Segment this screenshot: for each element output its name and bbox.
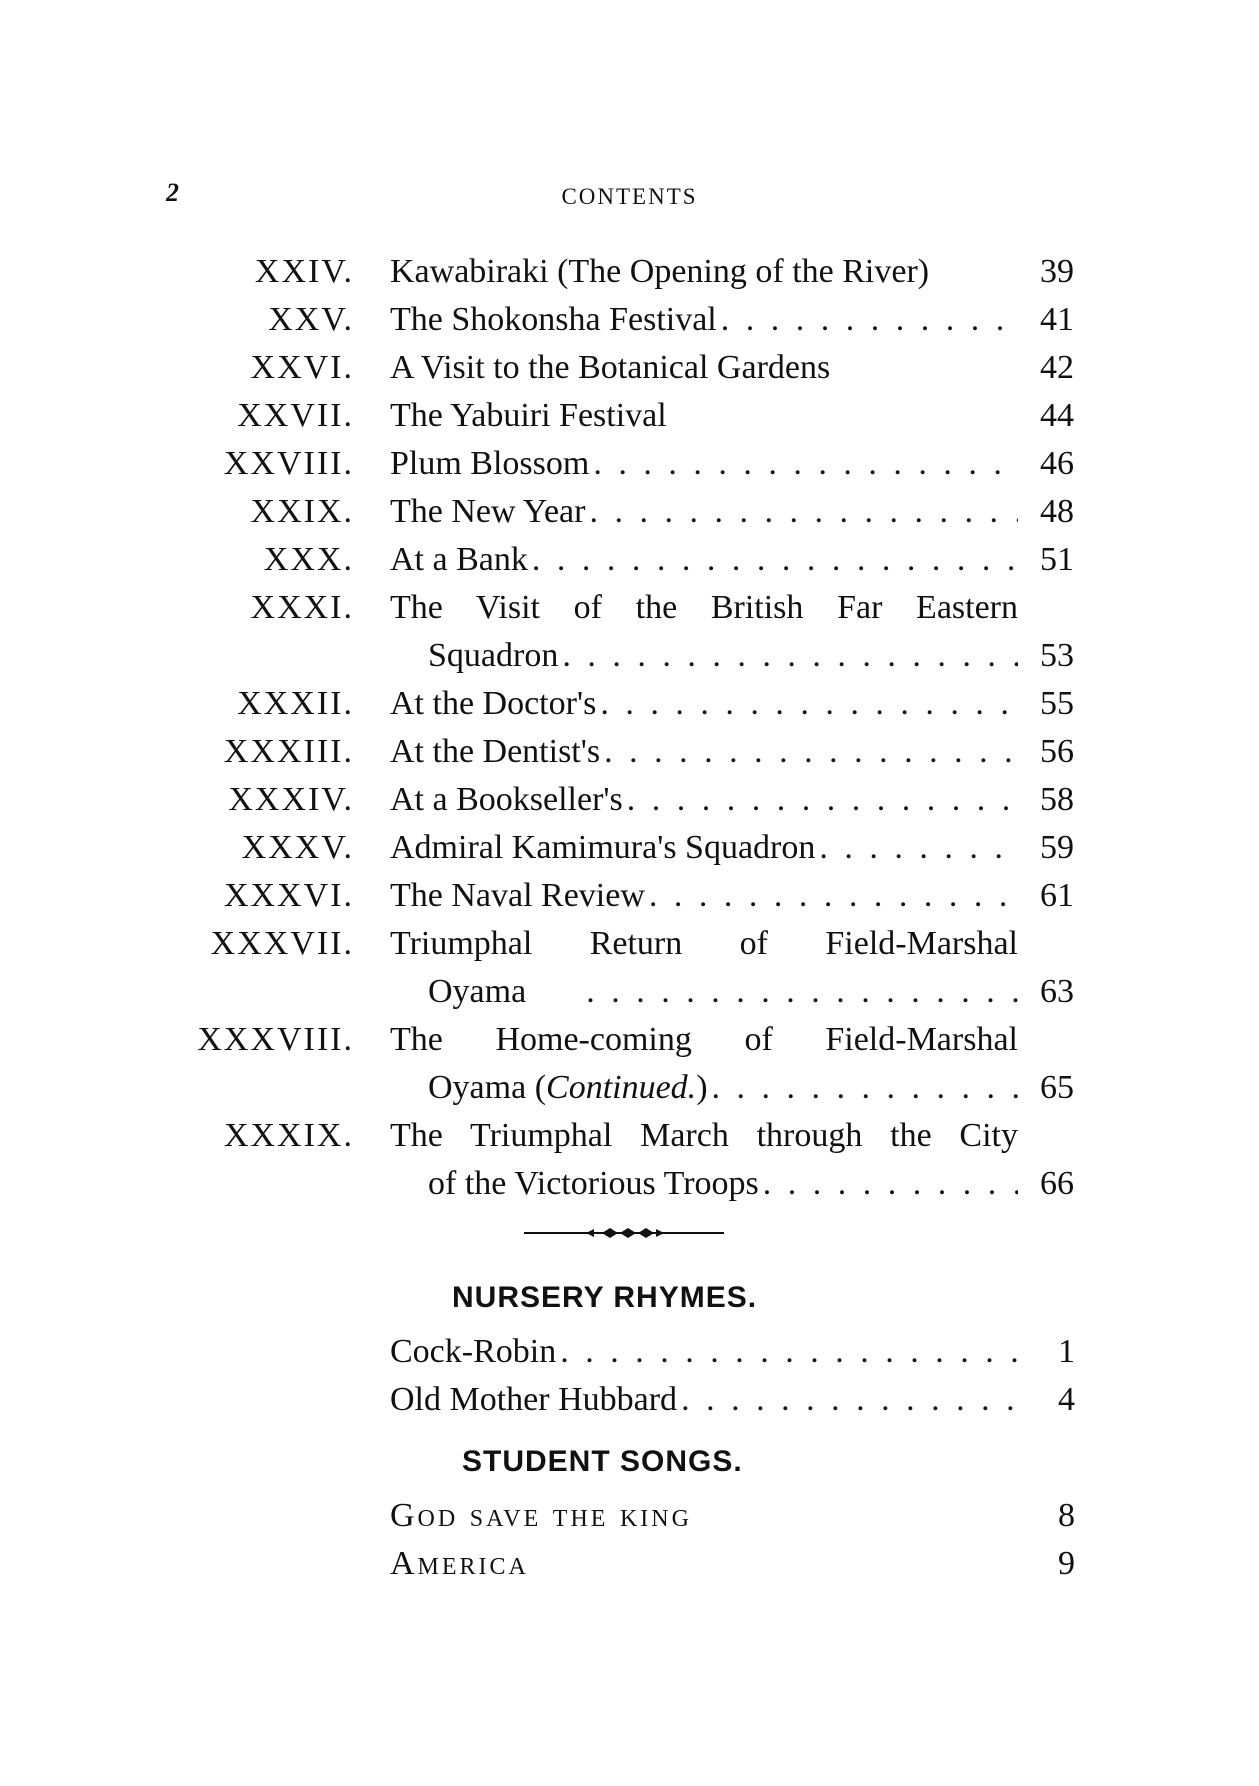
chapter-numeral: XXVII. — [237, 397, 354, 434]
running-head: CONTENTS — [561, 184, 698, 209]
chapter-title: Plum Blossom . . . — [390, 440, 1018, 488]
chapter-title: At a Bank . . . — [390, 536, 1018, 584]
page-ref: 48 — [1040, 493, 1074, 530]
chapter-numeral: XXXVI. — [223, 877, 354, 914]
dot-leader — [717, 296, 1018, 344]
toc-entry — [0, 920, 1259, 968]
song-title: America — [390, 1545, 529, 1582]
chapter-numeral: XXVIII. — [223, 445, 354, 482]
chapter-title-continued: Oyama (Continued.) . . . — [428, 1064, 1018, 1112]
chapter-numeral: XXXI. — [250, 589, 354, 626]
ornamental-divider — [0, 1208, 1259, 1268]
page-ref: 63 — [1040, 973, 1074, 1010]
chapter-title: The Yabuiri Festival — [390, 397, 667, 434]
page-ref: 65 — [1040, 1069, 1074, 1106]
chapter-title: The Home-coming of Field-Marshal — [390, 1021, 1018, 1058]
page-ref: 44 — [1040, 397, 1074, 434]
page-number: 2 — [166, 178, 179, 207]
song-title: God save the king — [390, 1497, 692, 1534]
chapter-numeral: XXXIX. — [223, 1117, 354, 1154]
toc-entry-continuation — [0, 1160, 1259, 1208]
page-ref: 55 — [1040, 685, 1074, 722]
toc-entry — [0, 728, 1259, 776]
page-ref: 39 — [1040, 253, 1074, 290]
page-ref: 59 — [1040, 829, 1074, 866]
toc-entry — [0, 776, 1259, 824]
chapter-title: At the Dentist's . . . — [390, 728, 1018, 776]
dot-leader — [623, 776, 1018, 824]
toc-entry — [0, 536, 1259, 584]
page-ref: 66 — [1040, 1165, 1074, 1202]
toc-entry — [0, 344, 1259, 392]
toc-entry — [0, 584, 1259, 632]
page-ref: 53 — [1040, 637, 1074, 674]
chapter-title: At the Doctor's . . . — [390, 680, 1018, 728]
toc-entry — [0, 1540, 1259, 1588]
page-ref: 56 — [1040, 733, 1074, 770]
chapter-numeral: XXX. — [263, 541, 354, 578]
chapter-numeral: XXXIV. — [228, 781, 354, 818]
page-ref: 46 — [1040, 445, 1074, 482]
chapter-numeral: XXXII. — [237, 685, 354, 722]
chapter-numeral: XXIV. — [254, 253, 354, 290]
page-ref: 1 — [1058, 1333, 1075, 1370]
chapter-title: Triumphal Return of Field-Marshal — [390, 925, 1018, 962]
chapter-numeral: XXIX. — [250, 493, 354, 530]
toc-entry — [0, 440, 1259, 488]
page-ref: 61 — [1040, 877, 1074, 914]
toc-entry — [0, 1112, 1259, 1160]
dot-leader — [708, 1064, 1018, 1112]
page-ref: 9 — [1058, 1545, 1075, 1582]
toc-entry-continuation — [0, 1064, 1259, 1112]
toc-entry-continuation — [0, 968, 1259, 1016]
chapter-numeral: XXVI. — [250, 349, 354, 386]
chapter-title: The Visit of the British Far Eastern — [390, 589, 1018, 626]
dot-leader — [589, 440, 1018, 488]
dot-leader — [556, 1328, 1018, 1376]
chapter-title: The New Year . . . — [390, 488, 1018, 536]
chapter-numeral: XXXVII. — [210, 925, 354, 962]
dot-leader — [645, 872, 1018, 920]
toc-entry — [0, 680, 1259, 728]
dot-leader — [526, 968, 1018, 1016]
dot-leader — [596, 680, 1018, 728]
toc-entry-continuation — [0, 632, 1259, 680]
toc-entry — [0, 1328, 1259, 1376]
toc-entry — [0, 1376, 1259, 1424]
page-ref: 58 — [1040, 781, 1074, 818]
chapter-title: The Shokonsha Festival . . . — [390, 296, 1018, 344]
dot-leader — [600, 728, 1018, 776]
italic-note: Continued. — [546, 1069, 697, 1106]
chapter-numeral: XXXV. — [241, 829, 354, 866]
chapter-title: Kawabiraki (The Opening of the River) — [390, 253, 930, 290]
ornament-icon — [524, 1226, 724, 1240]
toc-entry — [0, 296, 1259, 344]
chapter-title-continued: Squadron . . . — [428, 632, 1018, 680]
table-of-contents — [0, 248, 1259, 1588]
chapter-numeral: XXV. — [268, 301, 354, 338]
toc-entry — [0, 824, 1259, 872]
chapter-numeral: XXXVIII. — [197, 1021, 354, 1058]
dot-leader — [759, 1160, 1018, 1208]
chapter-title: At a Bookseller's . . . — [390, 776, 1018, 824]
page-ref: 41 — [1040, 301, 1074, 338]
page-ref: 4 — [1058, 1381, 1075, 1418]
chapter-title-continued: of the Victorious Troops . . . — [428, 1160, 1018, 1208]
chapter-title-continued: Oyama . . . — [428, 968, 1018, 1016]
toc-entry — [0, 1492, 1259, 1540]
dot-leader — [558, 632, 1018, 680]
toc-entry — [0, 488, 1259, 536]
dot-leader — [528, 536, 1018, 584]
toc-entry — [0, 248, 1259, 296]
page-ref: 42 — [1040, 349, 1074, 386]
chapter-title: The Naval Review . . . — [390, 872, 1018, 920]
section-heading-nursery-rhymes: NURSERY RHYMES. — [452, 1281, 758, 1314]
dot-leader — [677, 1376, 1018, 1424]
rhyme-title: Cock-Robin . . . — [390, 1328, 1018, 1376]
dot-leader — [815, 824, 1018, 872]
toc-entry — [0, 392, 1259, 440]
page-ref: 51 — [1040, 541, 1074, 578]
dot-leader — [585, 488, 1018, 536]
chapter-title: A Visit to the Botanical Gardens — [390, 349, 831, 386]
chapter-title: Admiral Kamimura's Squadron . . . — [390, 824, 1018, 872]
chapter-title: The Triumphal March through the City — [390, 1117, 1018, 1154]
rhyme-title: Old Mother Hubbard . . . — [390, 1376, 1018, 1424]
page-ref: 8 — [1058, 1497, 1075, 1534]
section-heading-student-songs: STUDENT SONGS. — [462, 1445, 743, 1478]
chapter-numeral: XXXIII. — [223, 733, 354, 770]
toc-entry — [0, 1016, 1259, 1064]
toc-entry — [0, 872, 1259, 920]
